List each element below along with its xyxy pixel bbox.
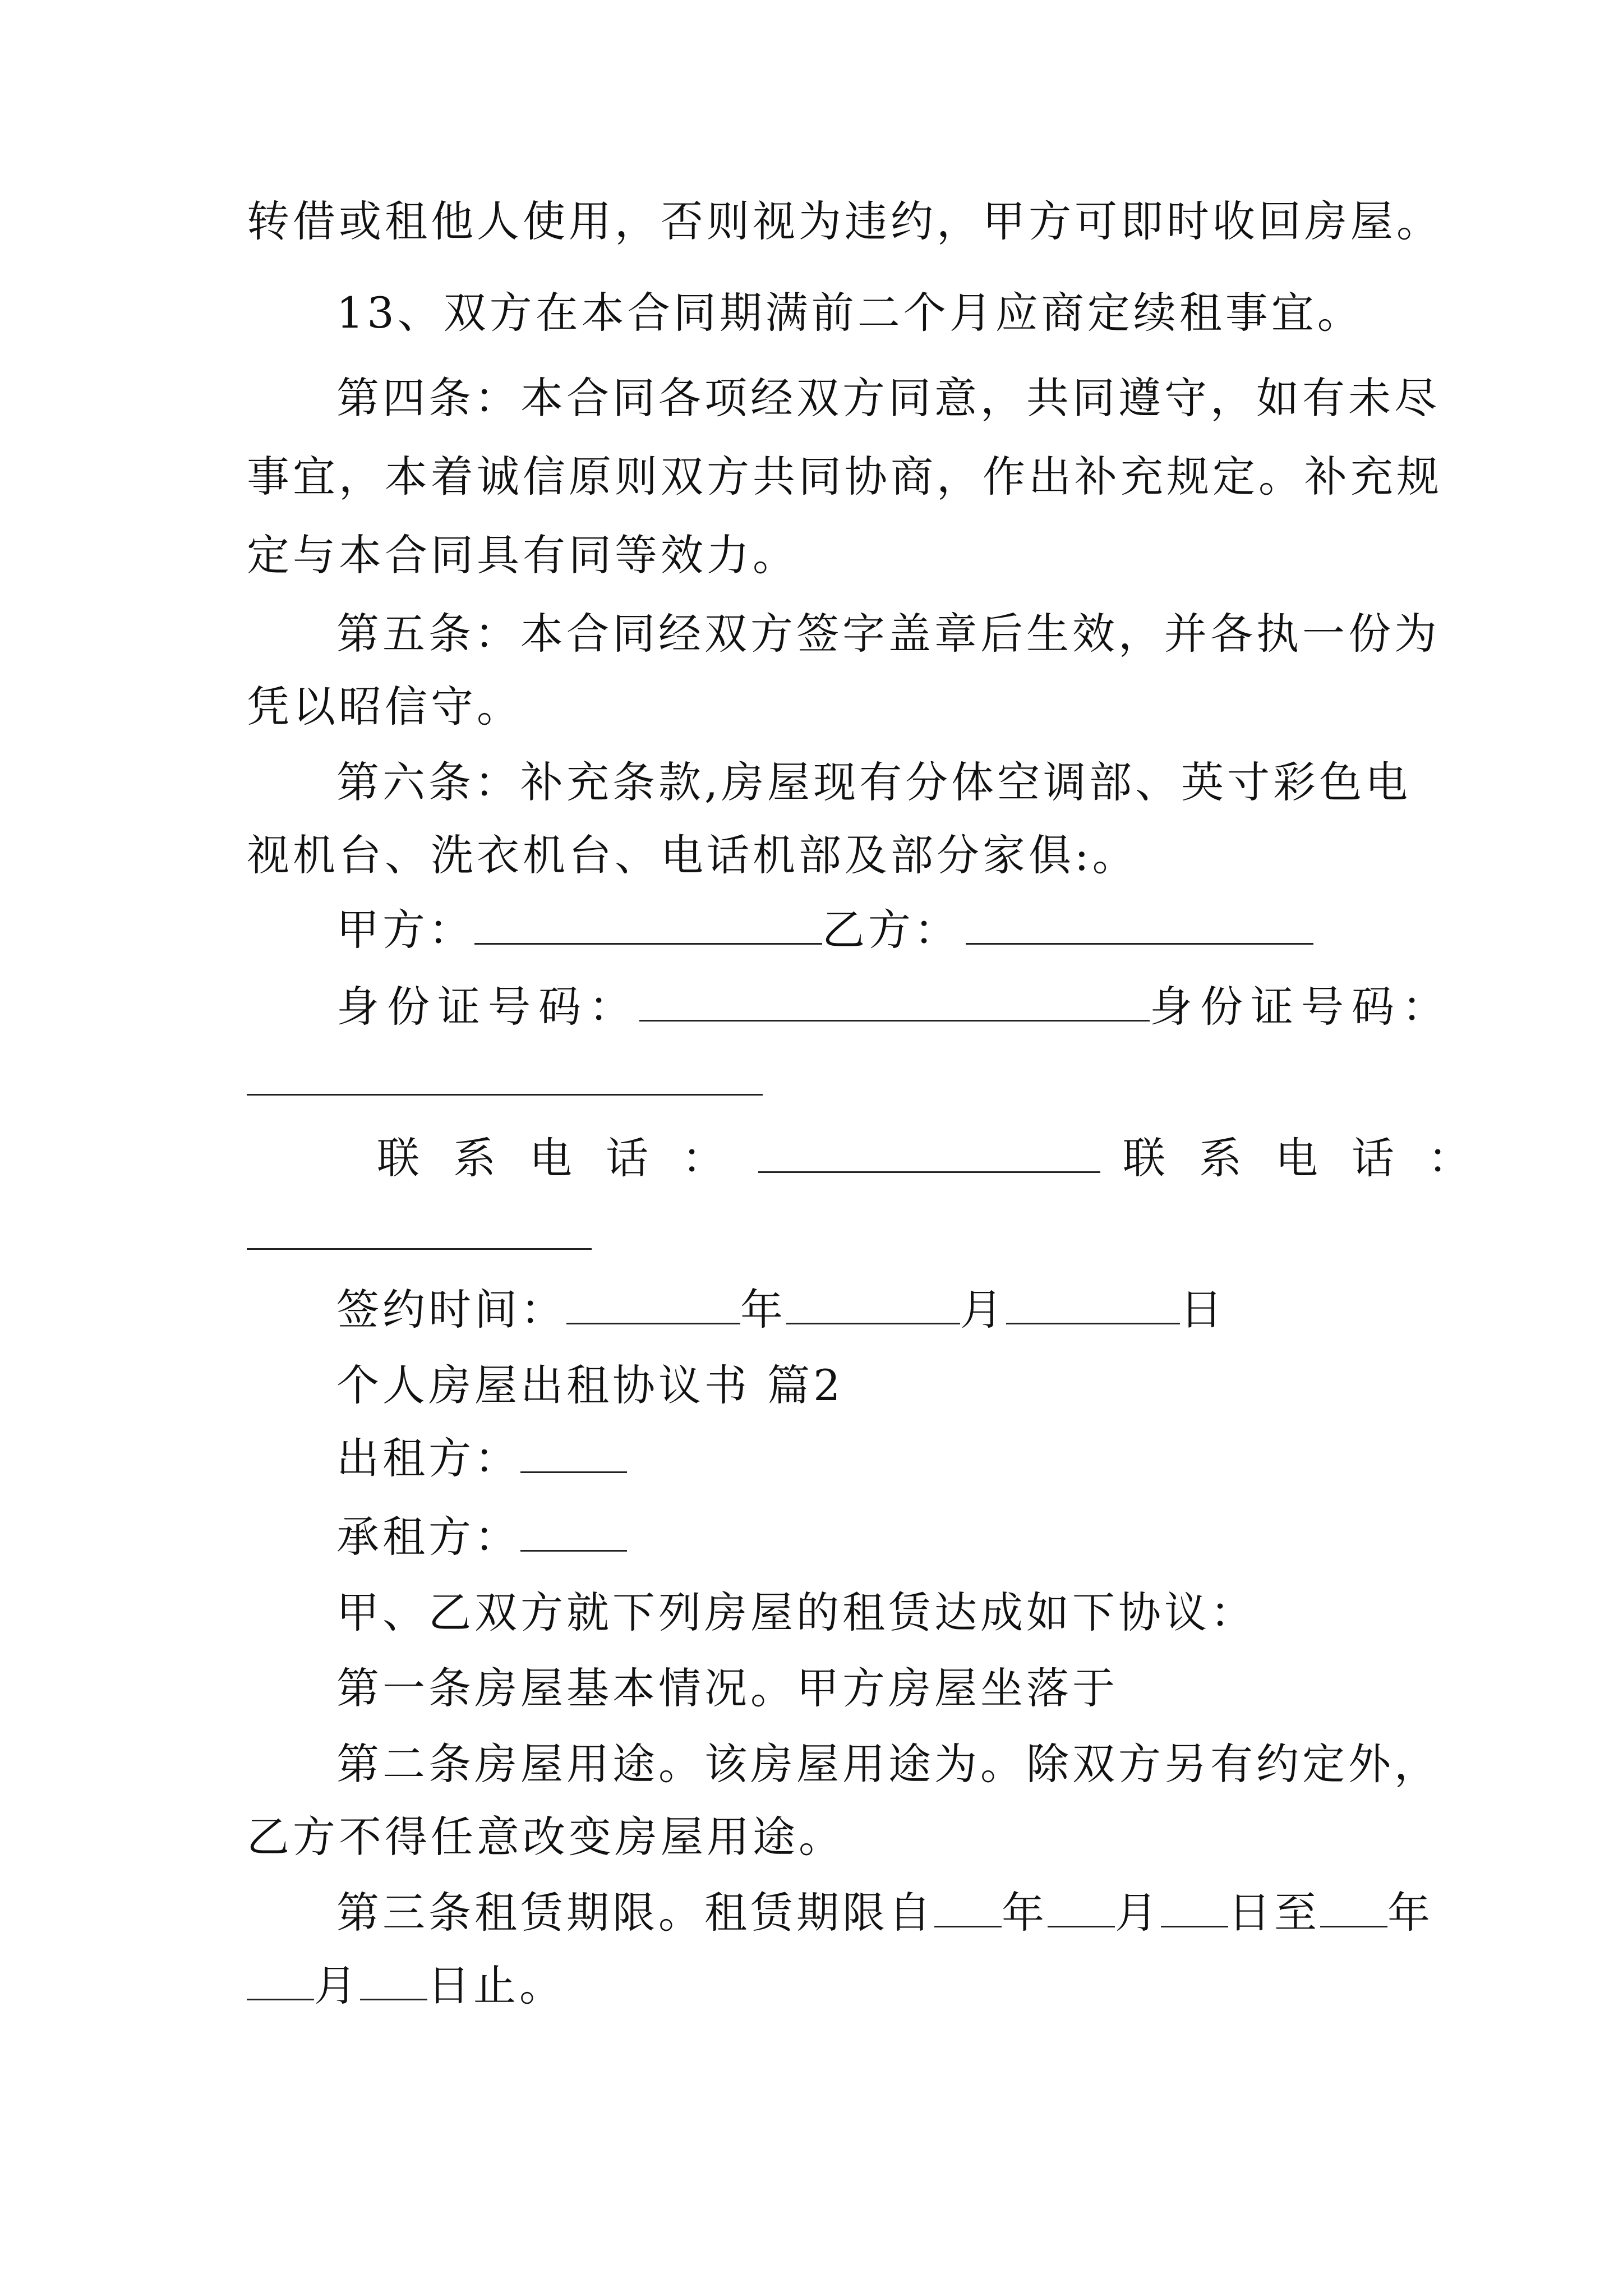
lessee-row xyxy=(336,1509,1475,1565)
article-1: 第一条房屋基本情况。甲方房屋坐落于 xyxy=(336,1663,1118,1713)
clause-13: 13、双方在本合同期满前二个月应商定续租事宜。 xyxy=(336,288,1363,338)
article-6-line-2: 视机台、洗衣机台、电话机部及部分家俱:。 xyxy=(247,830,1138,880)
id-number-row xyxy=(336,979,1475,1035)
party-a-label: 甲方： xyxy=(336,905,474,955)
end-month-label: 月 xyxy=(314,1961,360,2010)
phone-label-a: 联系电话： xyxy=(377,1133,758,1183)
id-label-b: 身份证号码： xyxy=(1150,982,1453,1032)
lessee-blank[interactable] xyxy=(520,1511,627,1552)
article-4-line-3: 定与本合同具有同等效力。 xyxy=(247,530,799,580)
end-day-label: 日止。 xyxy=(427,1961,565,2010)
lessor-label: 出租方： xyxy=(336,1433,520,1483)
party-b-label: 乙方： xyxy=(822,905,960,955)
id-label-a: 身份证号码： xyxy=(336,982,639,1032)
paragraph-line: 转借或租他人使用，否则视为违约，甲方可即时收回房屋。 xyxy=(247,196,1442,246)
start-day-blank[interactable] xyxy=(1161,1887,1228,1927)
signing-date-row xyxy=(336,1282,1475,1338)
article-5-line-2: 凭以昭信守。 xyxy=(247,682,523,731)
year-blank[interactable] xyxy=(566,1283,740,1324)
phone-blank-a[interactable] xyxy=(758,1132,1100,1173)
article-2-line-2: 乙方不得任意改变房屋用途。 xyxy=(247,1812,845,1862)
article-6-line-1: 第六条：补充条款,房屋现有分体空调部、英寸彩色电 xyxy=(336,757,1412,807)
end-year-label: 年 xyxy=(1387,1888,1433,1938)
phone-blank-b[interactable] xyxy=(247,1248,592,1250)
article-4-line-1: 第四条：本合同各项经双方同意，共同遵守，如有未尽 xyxy=(336,373,1440,423)
party-b-blank[interactable] xyxy=(966,904,1313,945)
end-month-blank[interactable] xyxy=(247,1959,314,2000)
start-month-label: 月 xyxy=(1115,1888,1161,1938)
start-month-blank[interactable] xyxy=(1048,1887,1115,1927)
end-year-blank[interactable] xyxy=(1320,1887,1387,1927)
month-blank[interactable] xyxy=(786,1283,960,1324)
signing-date-label: 签约时间： xyxy=(336,1285,566,1335)
article-3-line-1 xyxy=(336,1885,1475,1941)
article-2-line-1: 第二条房屋用途。该房屋用途为。除双方另有约定外， xyxy=(336,1739,1440,1789)
party-signature-row xyxy=(336,902,1475,958)
start-year-label: 年 xyxy=(1002,1888,1048,1938)
day-label: 日 xyxy=(1180,1285,1226,1335)
article-5-line-1: 第五条：本合同经双方签字盖章后生效，并各执一份为 xyxy=(336,609,1440,659)
agreement-intro: 甲、乙双方就下列房屋的租赁达成如下协议： xyxy=(336,1588,1256,1637)
article-3-line-2 xyxy=(247,1958,1385,2014)
start-day-label: 日至 xyxy=(1228,1888,1320,1938)
lessee-label: 承租方： xyxy=(336,1512,520,1562)
id-blank-a[interactable] xyxy=(639,981,1150,1022)
day-blank[interactable] xyxy=(1006,1283,1180,1324)
phone-label-b: 联系电话： xyxy=(1123,1133,1504,1183)
lessor-row xyxy=(336,1430,1475,1487)
section-title: 个人房屋出租协议书 篇2 xyxy=(336,1360,844,1410)
lease-term-label: 第三条租赁期限。租赁期限自 xyxy=(336,1888,934,1938)
start-year-blank[interactable] xyxy=(934,1887,1002,1927)
id-blank-b[interactable] xyxy=(247,1094,763,1096)
end-day-blank[interactable] xyxy=(360,1959,427,2000)
article-4-line-2: 事宜，本着诚信原则双方共同协商，作出补充规定。补充规 xyxy=(247,452,1442,501)
lessor-blank[interactable] xyxy=(520,1432,627,1473)
year-label: 年 xyxy=(740,1285,786,1335)
party-a-blank[interactable] xyxy=(474,904,822,945)
month-label: 月 xyxy=(960,1285,1006,1335)
phone-row xyxy=(377,1130,1515,1186)
